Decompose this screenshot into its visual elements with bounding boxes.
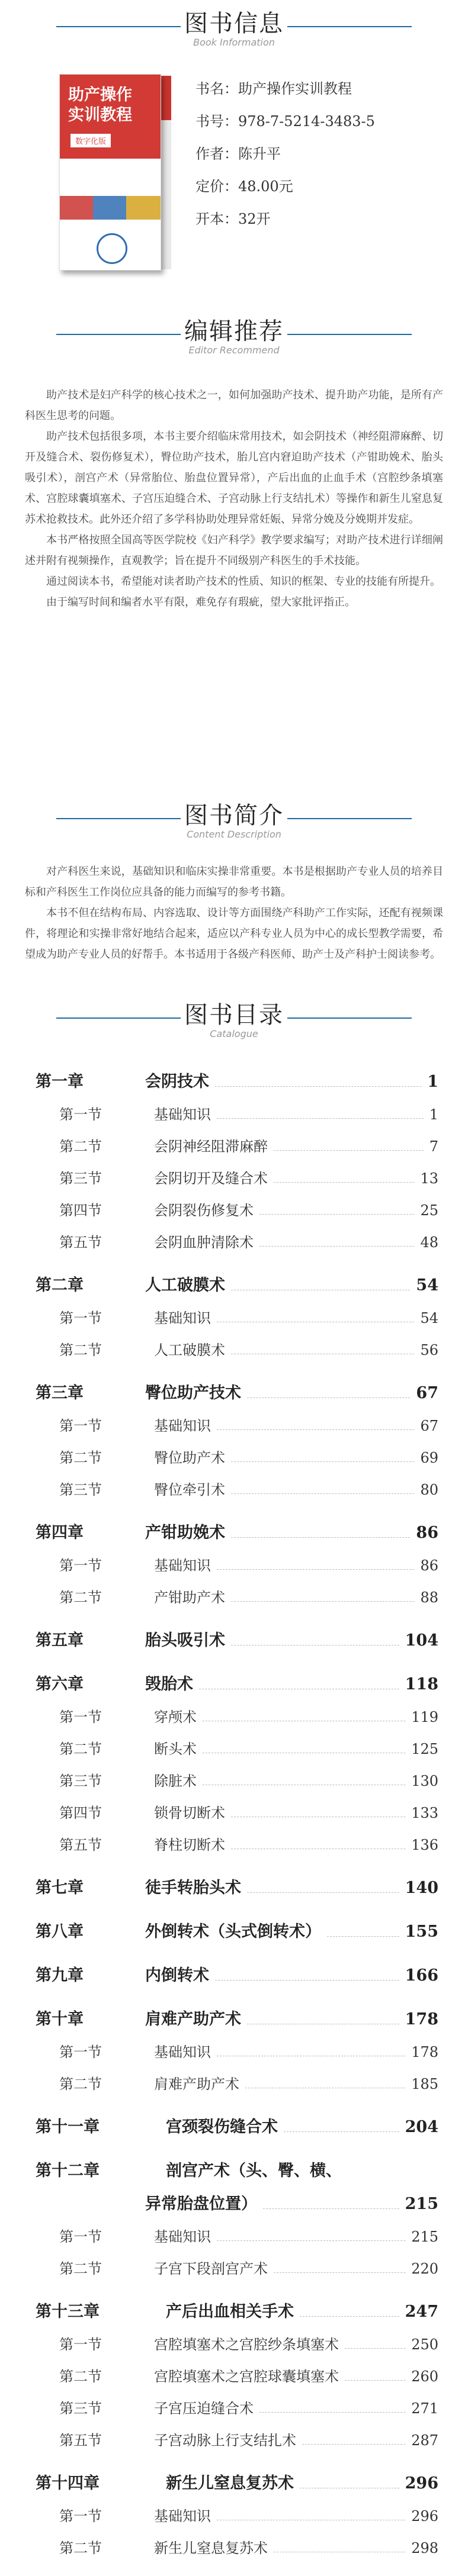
toc-section-title: 穿颅术 [154, 1709, 197, 1725]
toc-page-number: 296 [411, 2508, 438, 2525]
toc-leader-dots [345, 2380, 405, 2381]
toc-chapter-label: 第十二章 [36, 2162, 100, 2180]
toc-section-row [36, 1829, 438, 1861]
toc-leader-dots [345, 2348, 405, 2349]
toc-section-label: 第二节 [59, 2261, 102, 2277]
toc-page-number: 140 [405, 1879, 438, 1897]
intro-paragraph: 对产科医生来说，基础知识和临床实操非常重要。本书是根据助产专业人员的培养目标和产科医生工作岗位应具备的能力而编写的参考书籍。 [25, 865, 443, 899]
toc-section-title: 臀位助产术 [154, 1450, 225, 1466]
section-subtitle: Catalogue [210, 1028, 258, 1039]
toc-section-row [36, 1797, 438, 1829]
toc-section-row [36, 2393, 438, 2424]
toc-page-number: 215 [405, 2195, 438, 2213]
toc-section-label: 第二节 [59, 2076, 102, 2092]
toc-section-title: 人工破膜术 [154, 1342, 225, 1358]
book-cover-image [59, 74, 175, 278]
recommend-paragraph: 本书严格按照全国高等医学院校《妇产科学》教学要求编写；对助产技术进行详细阐述并附有视频操作，直观教学；旨在提升不同级别产科医生的手术技能。 [25, 534, 443, 567]
toc-chapter-row [36, 1668, 438, 1701]
toc-section-title: 除脏术 [154, 1773, 197, 1789]
toc-section-row [36, 1474, 438, 1506]
toc-section-row [36, 1226, 438, 1258]
toc-chapter-label: 第四章 [36, 1524, 84, 1542]
toc-section-title: 基础知识 [154, 1106, 211, 1123]
toc-leader-dots [231, 1461, 414, 1462]
toc-page-number: 133 [411, 1805, 438, 1821]
toc-section-label: 第一节 [59, 1709, 102, 1725]
toc-leader-dots [217, 1429, 414, 1430]
toc-chapter-row [36, 2295, 438, 2329]
toc-chapter-title: 剖宫产术（头、臀、横、 [166, 2162, 342, 2180]
toc-section-row [36, 1765, 438, 1797]
toc-section-label: 第四节 [59, 1805, 102, 1821]
toc-section-label: 第三节 [59, 1482, 102, 1498]
toc-page-number: 271 [411, 2400, 438, 2417]
toc-chapter-row [36, 2188, 438, 2221]
toc-leader-dots [327, 1936, 399, 1937]
recommend-text [0, 385, 468, 613]
toc-page-number: 48 [420, 1234, 438, 1251]
toc-chapter-title: 外倒转术（头式倒转术） [145, 1923, 321, 1941]
toc-section-title: 基础知识 [154, 2044, 211, 2060]
toc-leader-dots [217, 1118, 424, 1119]
toc-chapter-title: 产钳助娩术 [145, 1524, 225, 1542]
toc-section-row [36, 1131, 438, 1163]
recommend-paragraph: 助产技术是妇产科学的核心技术之一，如何加强助产技术、提升助产功能，是所有产科医生思考的问题。 [25, 389, 443, 422]
toc-chapter-title: 毁胎术 [145, 1675, 193, 1693]
toc-section-label: 第五节 [59, 2432, 102, 2449]
toc-chapter-label: 第十章 [36, 2010, 84, 2028]
toc-section-row [36, 2253, 438, 2285]
publisher-logo-icon [97, 233, 127, 264]
toc-section-title: 基础知识 [154, 1310, 211, 1326]
toc-section-label: 第二节 [59, 1589, 102, 1606]
section-banner-recommend [0, 308, 468, 379]
toc-page-number: 125 [411, 1741, 438, 1757]
toc-section-row [36, 1733, 438, 1765]
toc-page-number: 130 [411, 1773, 438, 1789]
toc-section-row [36, 1701, 438, 1733]
toc-leader-dots [259, 1214, 414, 1215]
toc-chapter-title: 胎头吸引术 [145, 1631, 225, 1650]
toc-leader-dots [263, 2208, 399, 2209]
toc-section-label: 第五节 [59, 1837, 102, 1853]
toc-chapter-title: 异常胎盘位置） [145, 2195, 257, 2213]
toc-chapter-row [36, 1872, 438, 1905]
cover-edition-badge: 数字化版 [70, 134, 111, 147]
book-info-isbn: 书号：978-7-5214-3483-5 [195, 113, 375, 130]
toc-section-row [36, 2361, 438, 2393]
toc-section-title: 锁骨切断术 [154, 1805, 225, 1821]
toc-section-row [36, 1194, 438, 1226]
toc-leader-dots [231, 1537, 410, 1538]
toc-section-title: 子宫动脉上行支结扎术 [154, 2432, 296, 2449]
toc-section-title: 会阴裂伤修复术 [154, 1202, 254, 1219]
intro-paragraph: 本书不但在结构布局、内容选取、设计等方面围绕产科助产工作实际，还配有视频课件，将理论和实操非常好地结合起来，适应以产科专业人员为中心的成长型教学需要，希望成为助产专业人员的好帮手。本书适用于各级产科医师、助产士及产科护士阅读参考。 [25, 907, 443, 961]
toc-page-number: 67 [416, 1384, 438, 1402]
toc-chapter-row [36, 2155, 438, 2188]
toc-leader-dots [231, 1493, 414, 1494]
section-title: 图书目录 [184, 1002, 284, 1029]
toc-page-number: 86 [420, 1557, 438, 1574]
toc-chapter-title: 产后出血相关手术 [166, 2303, 294, 2321]
toc-leader-dots [217, 2240, 405, 2241]
toc-page-number: 88 [420, 1589, 438, 1606]
toc-chapter-label: 第十一章 [36, 2118, 100, 2136]
toc-chapter-row [36, 2111, 438, 2144]
toc-leader-dots [274, 2272, 405, 2273]
toc-section-title: 基础知识 [154, 1557, 211, 1574]
recommend-paragraph: 通过阅读本书，希望能对读者助产技术的性质、知识的框架、专业的技能有所提升。 [46, 575, 441, 588]
section-title: 编辑推荐 [184, 318, 284, 345]
toc-page-number: 155 [405, 1923, 438, 1941]
toc-leader-dots [274, 1182, 414, 1183]
toc-chapter-label: 第十三章 [36, 2303, 100, 2321]
toc-section-title: 子宫压迫缝合术 [154, 2400, 254, 2417]
toc-page-number: 54 [420, 1310, 438, 1326]
toc-section-label: 第四节 [59, 1202, 102, 1219]
section-subtitle: Content Description [187, 829, 281, 840]
toc-page-number: 86 [416, 1524, 438, 1542]
toc-page-number: 204 [405, 2118, 438, 2136]
toc-leader-dots [284, 2131, 399, 2132]
book-info-author: 作者：陈升平 [195, 146, 281, 162]
toc-leader-dots [215, 1086, 421, 1087]
toc-section-label: 第一节 [59, 1418, 102, 1434]
toc-page-number: 215 [411, 2229, 438, 2245]
toc-section-row [36, 1550, 438, 1582]
toc-page-number: 260 [411, 2368, 438, 2385]
toc-page-number: 69 [420, 1450, 438, 1466]
toc-section-label: 第二节 [59, 2540, 102, 2556]
toc-leader-dots [302, 2444, 405, 2445]
toc-leader-dots [215, 1980, 399, 1981]
toc-chapter-label: 第五章 [36, 1631, 84, 1650]
toc-chapter-title: 新生儿窒息复苏术 [166, 2474, 294, 2493]
toc-section-label: 第一节 [59, 2044, 102, 2060]
toc-section-title: 会阴神经阻滞麻醉 [154, 1138, 268, 1155]
toc-section-label: 第二节 [59, 1138, 102, 1155]
toc-section-label: 第二节 [59, 2368, 102, 2385]
toc-section-label: 第三节 [59, 1773, 102, 1789]
toc-chapter-label: 第一章 [36, 1073, 84, 1091]
section-subtitle: Editor Recommend [188, 344, 280, 356]
toc-page-number: 250 [411, 2336, 438, 2353]
section-banner-intro [0, 792, 468, 863]
intro-text [0, 861, 468, 965]
toc-section-title: 基础知识 [154, 1418, 211, 1434]
section-banner-info [0, 0, 468, 71]
toc-page-number: 119 [411, 1709, 438, 1725]
toc-page-number: 104 [405, 1631, 438, 1650]
toc-section-row [36, 2424, 438, 2456]
toc-page-number: 247 [405, 2303, 438, 2321]
toc-section-row [36, 1163, 438, 1194]
toc-chapter-row [36, 1516, 438, 1550]
toc-leader-dots [247, 1892, 399, 1893]
toc-section-row [36, 2532, 438, 2564]
toc-page-number: 7 [429, 1138, 438, 1155]
toc-page-number: 185 [411, 2076, 438, 2092]
section-banner-catalog [0, 991, 468, 1062]
cover-illustration-band [60, 196, 161, 220]
toc-page-number: 13 [420, 1170, 438, 1187]
toc-chapter-row [36, 1065, 438, 1099]
toc-page-number: 220 [411, 2261, 438, 2277]
toc-section-row [36, 2500, 438, 2532]
toc-leader-dots [259, 1246, 414, 1247]
toc-section-title: 断头术 [154, 1741, 197, 1757]
toc-section-title: 会阴切开及缝合术 [154, 1170, 268, 1187]
toc-leader-dots [259, 2412, 405, 2413]
toc-page-number: 25 [420, 1202, 438, 1219]
recommend-paragraph: 由于编写时间和编者水平有限，难免存有瑕疵，望大家批评指正。 [46, 596, 355, 608]
toc-chapter-label: 第三章 [36, 1384, 84, 1402]
toc-chapter-title: 徒手转胎头术 [145, 1879, 241, 1897]
toc-chapter-label: 第二章 [36, 1276, 84, 1295]
toc-page-number: 178 [405, 2010, 438, 2028]
toc-section-label: 第一节 [59, 1557, 102, 1574]
toc-page-number: 296 [405, 2474, 438, 2493]
toc-page-number: 118 [405, 1675, 438, 1693]
toc-chapter-label: 第九章 [36, 1966, 84, 1985]
toc-chapter-label: 第八章 [36, 1923, 84, 1941]
toc-section-title: 子宫下段剖宫产术 [154, 2261, 268, 2277]
toc-section-row [36, 2036, 438, 2068]
toc-chapter-row [36, 2003, 438, 2036]
toc-section-title: 基础知识 [154, 2508, 211, 2525]
toc-section-title: 肩难产助产术 [154, 2076, 239, 2092]
toc-page-number: 56 [420, 1342, 438, 1358]
toc-section-label: 第三节 [59, 2400, 102, 2417]
toc-leader-dots [231, 1601, 414, 1602]
toc-chapter-label: 第六章 [36, 1675, 84, 1693]
toc-page-number: 80 [420, 1482, 438, 1498]
toc-chapter-title: 肩难产助产术 [145, 2010, 241, 2028]
toc-page-number: 287 [411, 2432, 438, 2449]
toc-section-label: 第一节 [59, 2336, 102, 2353]
toc-section-title: 新生儿窒息复苏术 [154, 2540, 268, 2556]
toc-section-label: 第二节 [59, 1450, 102, 1466]
toc-section-row [36, 2329, 438, 2361]
toc-chapter-row [36, 1624, 438, 1657]
toc-chapter-row [36, 1959, 438, 1992]
toc-chapter-title: 宫颈裂伤缝合术 [166, 2118, 278, 2136]
toc-page-number: 136 [411, 1837, 438, 1853]
book-info-format: 开本：32开 [195, 211, 271, 227]
toc-page-number: 298 [411, 2540, 438, 2556]
recommend-paragraph: 助产技术包括很多项，本书主要介绍临床常用技术，如会阴技术（神经阻滞麻醉、切开及缝合术、裂伤修复术），臀位助产技术，胎儿宫内窘迫助产技术（产钳助娩术、胎头吸引术），剖宫产术（异常胎位、胎盘位置异常），产后出血的止血手术（宫腔纱条填塞术、宫腔球囊填塞术、子宫压迫缝合术、子宫动脉上行支结扎术）等操作和新生儿窒息复苏术抢救技术。此外还介绍了多学科协助处理异常妊娠、异常分娩及分娩期并发症。 [25, 430, 443, 526]
toc-section-label: 第五节 [59, 1234, 102, 1251]
section-subtitle: Book Information [193, 37, 275, 48]
toc-page-number: 67 [420, 1418, 438, 1434]
book-info-title: 书名：助产操作实训教程 [195, 80, 352, 97]
toc-section-title: 脊柱切断术 [154, 1837, 225, 1853]
section-title: 图书信息 [184, 10, 284, 37]
toc-section-title: 产钳助产术 [154, 1589, 225, 1606]
toc-section-label: 第二节 [59, 1741, 102, 1757]
toc-page-number: 166 [405, 1966, 438, 1985]
toc-page-number: 1 [429, 1106, 438, 1123]
toc-chapter-title: 臀位助产技术 [145, 1384, 241, 1402]
section-title: 图书简介 [184, 802, 284, 829]
toc-chapter-row [36, 2467, 438, 2500]
toc-section-row [36, 1582, 438, 1614]
toc-section-title: 宫腔填塞术之宫腔球囊填塞术 [154, 2368, 339, 2385]
toc-section-title: 臀位牵引术 [154, 1482, 225, 1498]
toc-page-number: 1 [427, 1073, 438, 1091]
toc-section-label: 第一节 [59, 1106, 102, 1123]
toc-section-label: 第一节 [59, 1310, 102, 1326]
toc-section-row [36, 2221, 438, 2253]
toc-chapter-row [36, 1377, 438, 1410]
toc-section-label: 第一节 [59, 2229, 102, 2245]
toc-leader-dots [217, 1569, 414, 1570]
toc-section-title: 基础知识 [154, 2229, 211, 2245]
book-info-list [195, 74, 444, 237]
toc-chapter-title: 内倒转术 [145, 1966, 209, 1985]
toc-section-row [36, 1442, 438, 1474]
toc-section-row [36, 1410, 438, 1442]
toc-chapter-row [36, 1269, 438, 1302]
toc-chapter-label: 第十四章 [36, 2474, 100, 2493]
toc-section-title: 会阴血肿清除术 [154, 1234, 254, 1251]
toc-chapter-title: 人工破膜术 [145, 1276, 225, 1295]
toc-leader-dots [231, 1645, 399, 1646]
toc-section-title: 宫腔填塞术之宫腔纱条填塞术 [154, 2336, 339, 2353]
toc-chapter-label: 第七章 [36, 1879, 84, 1897]
book-info-price: 定价：48.00元 [195, 178, 293, 195]
cover-title: 助产操作 实训教程 [68, 86, 132, 124]
toc-leader-dots [274, 1150, 424, 1151]
toc-chapter-row [36, 1915, 438, 1949]
toc-section-row [36, 2068, 438, 2100]
toc-leader-dots [300, 2316, 399, 2317]
toc-section-row [36, 1302, 438, 1334]
toc-page-number: 178 [411, 2044, 438, 2060]
toc-section-row [36, 1334, 438, 1366]
toc-section-row [36, 1099, 438, 1131]
toc-section-label: 第三节 [59, 1170, 102, 1187]
toc-section-label: 第一节 [59, 2508, 102, 2525]
toc-section-label: 第二节 [59, 1342, 102, 1358]
toc-chapter-title: 会阴技术 [145, 1073, 209, 1091]
toc-page-number: 54 [416, 1276, 438, 1295]
